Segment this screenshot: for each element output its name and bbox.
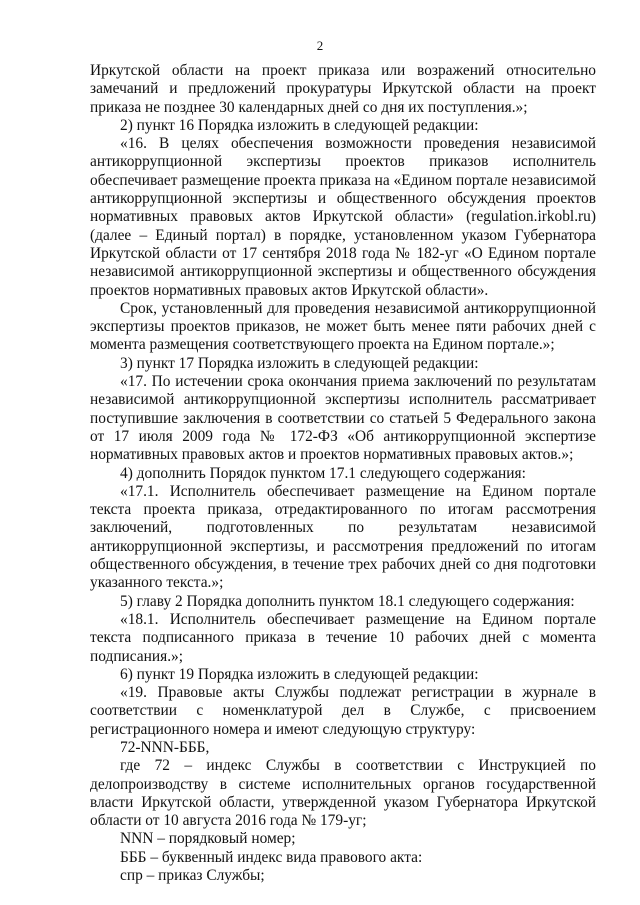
- page-number: 2: [316, 38, 324, 53]
- paragraph: БББ – буквенный индекс вида правового акта:: [120, 848, 423, 866]
- paragraph: «19. Правовые акты Службы подлежат регистрации в журнале в соответствии с номенклатурой дел в Службе, с присвоением регистрационного номера и имеют следующую структуру:: [90, 684, 596, 738]
- paragraph: NNN – порядковый номер;: [120, 830, 296, 848]
- paragraph: 4) дополнить Порядок пунктом 17.1 следующего содержания:: [120, 464, 526, 482]
- paragraph: где 72 – индекс Службы в соответствии с Инструкцией по делопроизводству в системе исполнительных органов государственной власти Иркутской области, утвержденной указом Губернатора Иркутской области от 10 августа 2016 года № 179-уг;: [90, 757, 596, 830]
- paragraph: Иркутской области на проект приказа или возражений относительно замечаний и предложений прокуратуры Иркутской области на проект приказа не позднее 30 календарных дней со дня их поступления.»;: [90, 62, 596, 116]
- paragraph: «18.1. Исполнитель обеспечивает размещение на Едином портале текста подписанного приказа в течение 10 рабочих дней с момента подписания.»;: [90, 610, 596, 665]
- paragraph: 72-NNN-БББ,: [120, 738, 210, 756]
- paragraph: 6) пункт 19 Порядка изложить в следующей редакции:: [120, 665, 479, 683]
- paragraph: «17.1. Исполнитель обеспечивает размещение на Едином портале текста проекта приказа, отредактированного по итогам рассмотрения заключений, подготовленных по результатам независимой антикоррупционной экспертизы, и рассмотрения предложений по итогам общественного обсуждения, в течение трех рабочих дней со дня подготовки указанного текста.»;: [90, 482, 596, 592]
- paragraph: Срок, установленный для проведения независимой антикоррупционной экспертизы проектов приказов, не может быть менее пяти рабочих дней с момента размещения соответствующего проекта на Едином портале.»;: [90, 299, 596, 354]
- document-body: [90, 62, 596, 885]
- paragraph: «16. В целях обеспечения возможности проведения независимой антикоррупционной экспертизы проектов приказов исполнитель обеспечивает размещение проекта приказа на «Едином портале независимой антикоррупционной экспертизы и общественного обсуждения проектов нормативных правовых актов Иркутской области» (regulation.irkobl.ru) (далее – Единый портал) в порядке, установленном указом Губернатора Иркутской области от 17 сентября 2018 года № 182-уг «О Едином портале независимой антикоррупционной экспертизы и общественного обсуждения проектов нормативных правовых актов Иркутской области».: [90, 135, 597, 299]
- paragraph: «17. По истечении срока окончания приема заключений по результатам независимой антикоррупционной экспертизы исполнитель рассматривает поступившие заключения в соответствии со статьей 5 Федерального закона от 17 июля 2009 года № 172-ФЗ «Об антикоррупционной экспертизе нормативных правовых актов и проектов нормативных правовых актов.»;: [90, 373, 596, 464]
- paragraph: спр – приказ Службы;: [120, 867, 265, 885]
- paragraph: 3) пункт 17 Порядка изложить в следующей редакции:: [120, 354, 479, 372]
- paragraph: 2) пункт 16 Порядка изложить в следующей редакции:: [120, 116, 479, 134]
- paragraph: 5) главу 2 Порядка дополнить пунктом 18.1 следующего содержания:: [120, 592, 575, 610]
